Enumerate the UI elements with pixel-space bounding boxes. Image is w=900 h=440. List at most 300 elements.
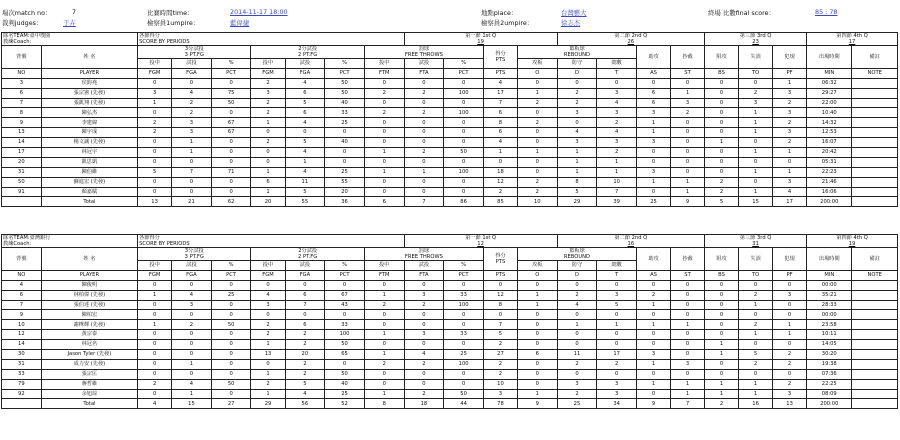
stat-cell: 0 xyxy=(517,379,557,389)
stat-cell: 2 xyxy=(597,148,637,158)
score-by-periods-cell xyxy=(138,235,404,248)
stat-cell: 40 xyxy=(325,98,365,108)
column-code: PLAYER xyxy=(41,68,137,78)
stat-cell: 1 xyxy=(637,128,671,138)
attempt-subheader: 試投 xyxy=(404,59,444,69)
reb-zh: 籃板球 xyxy=(569,248,585,254)
stat-cell: 0 xyxy=(364,138,404,148)
umpire1-value[interactable]: 藍偉捷 xyxy=(230,19,250,27)
stat-cell xyxy=(852,330,898,340)
stat-cell: 0 xyxy=(138,389,172,399)
stat-cell: 1 xyxy=(773,320,807,330)
stat-cell xyxy=(852,118,898,128)
tot-reb-subheader: 總數 xyxy=(597,59,637,69)
stat-cell: 0 xyxy=(444,128,484,138)
stat-cell: 3 xyxy=(404,330,444,340)
stat-cell: 0 xyxy=(705,300,739,310)
to-header: 失誤 xyxy=(739,46,773,69)
stat-cell: 71 xyxy=(211,167,251,177)
stat-cell: 40 xyxy=(325,138,365,148)
stat-cell xyxy=(852,157,898,167)
table-row xyxy=(2,118,898,128)
stat-cell: 0 xyxy=(444,187,484,197)
total-blank xyxy=(2,399,42,409)
name-header: 姓 名 xyxy=(41,248,137,271)
stat-cell: 0 xyxy=(597,330,637,340)
stat-cell: 1 xyxy=(671,379,705,389)
stat-cell: 1 xyxy=(773,78,807,88)
stat-cell: 3 xyxy=(671,98,705,108)
stat-cell: 0 xyxy=(404,320,444,330)
stat-cell: 6 xyxy=(483,128,517,138)
stat-cell: 0 xyxy=(444,98,484,108)
player-name: 陳宇成 xyxy=(41,128,137,138)
judges-label: 裁判judges： xyxy=(2,19,43,27)
player-name: 謝樺輝 (先發) xyxy=(41,320,137,330)
player-name: 黃宗泰 xyxy=(41,330,137,340)
stat-cell: 0 xyxy=(138,310,172,320)
stat-cell: 12 xyxy=(2,330,42,340)
stat-cell: 0 xyxy=(172,330,212,340)
stat-cell: 6 xyxy=(251,177,285,187)
stat-cell: 1 xyxy=(172,148,212,158)
stat-cell: 0 xyxy=(517,369,557,379)
stat-cell: 1 xyxy=(739,187,773,197)
stat-cell: 2 xyxy=(739,320,773,330)
judges-value[interactable]: 于卉 xyxy=(63,19,76,27)
table-row xyxy=(2,138,898,148)
stat-cell: 3 xyxy=(557,379,597,389)
stat-cell: 50 xyxy=(2,177,42,187)
stat-cell: 4 xyxy=(285,148,325,158)
stat-cell: 7 xyxy=(2,300,42,310)
stat-cell: 06:32 xyxy=(807,78,852,88)
total-cell: 4 xyxy=(138,399,172,409)
stat-cell: 35:21 xyxy=(807,290,852,300)
column-code: FGA xyxy=(172,68,212,78)
stat-cell: 4 xyxy=(597,128,637,138)
stat-cell: 0 xyxy=(739,78,773,88)
q3-label: 第三節 3rd Q xyxy=(739,33,772,39)
total-cell: 6 xyxy=(364,197,404,207)
stat-cell: 14:32 xyxy=(807,118,852,128)
stat-cell: 1 xyxy=(705,138,739,148)
stat-cell: 5 xyxy=(285,138,325,148)
pct-subheader: % xyxy=(325,261,365,271)
stat-cell: 1 xyxy=(637,177,671,187)
stat-cell: 1 xyxy=(671,320,705,330)
stat-cell: 0 xyxy=(705,280,739,290)
column-code: BS xyxy=(705,68,739,78)
stat-cell: 30 xyxy=(2,350,42,360)
column-code: D xyxy=(557,270,597,280)
stat-cell: 1 xyxy=(251,187,285,197)
stat-cell: 0 xyxy=(444,280,484,290)
stat-cell: 2 xyxy=(773,138,807,148)
stat-cell: 0 xyxy=(138,280,172,290)
column-code: NO xyxy=(2,68,42,78)
column-code: O xyxy=(517,68,557,78)
stat-cell: 1 xyxy=(671,177,705,187)
stat-cell: 6 xyxy=(637,88,671,98)
stat-cell: 1 xyxy=(671,187,705,197)
column-code: FGM xyxy=(251,270,285,280)
stat-cell: 12 xyxy=(483,177,517,187)
total-cell: 200:00 xyxy=(807,197,852,207)
stat-cell: 2 xyxy=(517,98,557,108)
pts-en: PTS xyxy=(495,258,506,265)
stat-cell: 0 xyxy=(211,148,251,158)
stat-cell: 1 xyxy=(557,320,597,330)
stat-cell: 5 xyxy=(739,350,773,360)
umpire1-label: 檢察員1umpire： xyxy=(147,19,200,27)
umpire2-value[interactable]: 徐志杰 xyxy=(561,19,581,27)
stat-cell: 0 xyxy=(517,330,557,340)
stat-cell: 1 xyxy=(517,88,557,98)
table-row xyxy=(2,280,898,290)
umpire2-label: 檢察員2umpire： xyxy=(481,19,534,27)
column-code: PCT xyxy=(444,68,484,78)
final-score-value[interactable]: 85 : 78 xyxy=(815,8,838,16)
stat-cell: 0 xyxy=(172,310,212,320)
stat-cell: 0 xyxy=(211,340,251,350)
stat-cell: 0 xyxy=(739,369,773,379)
column-code: D xyxy=(557,68,597,78)
stat-cell: 1 xyxy=(251,118,285,128)
made-subheader: 投中 xyxy=(138,261,172,271)
stat-cell: 2 xyxy=(404,148,444,158)
column-code: PCT xyxy=(211,270,251,280)
pct-subheader: % xyxy=(211,261,251,271)
stat-cell: 0 xyxy=(773,369,807,379)
stat-cell: 14 xyxy=(2,340,42,350)
def-reb-subheader: 防守 xyxy=(557,261,597,271)
stat-cell: 4 xyxy=(483,138,517,148)
stat-cell: 0 xyxy=(557,340,597,350)
stat-cell: 7 xyxy=(483,320,517,330)
stat-cell xyxy=(852,78,898,88)
stat-cell: 1 xyxy=(773,330,807,340)
stat-cell: 0 xyxy=(138,177,172,187)
stat-cell: 1 xyxy=(364,350,404,360)
stat-cell: 0 xyxy=(517,359,557,369)
total-cell: 5 xyxy=(705,197,739,207)
stat-cell: 8 xyxy=(483,118,517,128)
made-subheader: 投中 xyxy=(138,59,172,69)
stat-cell: 0 xyxy=(557,330,597,340)
stat-cell: 10 xyxy=(597,177,637,187)
stat-cell: 1 xyxy=(404,167,444,177)
stat-cell: 2 xyxy=(557,88,597,98)
column-code: TO xyxy=(739,68,773,78)
player-name: 張伯達 (先發) xyxy=(41,300,137,310)
stat-cell: 2 xyxy=(739,88,773,98)
stat-cell: 75 xyxy=(211,88,251,98)
total-cell: 56 xyxy=(285,399,325,409)
stat-cell: 1 xyxy=(251,167,285,177)
stat-cell: 1 xyxy=(597,167,637,177)
stat-cell: 3 xyxy=(597,389,637,399)
table-row xyxy=(2,88,898,98)
stat-cell: 13 xyxy=(251,350,285,360)
stat-cell: 100 xyxy=(444,359,484,369)
total-cell: 16 xyxy=(739,399,773,409)
stat-cell: 0 xyxy=(138,78,172,88)
total-cell: 62 xyxy=(211,197,251,207)
team-name-cell xyxy=(2,33,138,46)
player-name: 張宗憲 (先發) xyxy=(41,88,137,98)
stat-cell: 0 xyxy=(671,310,705,320)
stat-cell: 0 xyxy=(637,157,671,167)
stat-cell: 0 xyxy=(404,177,444,187)
stat-cell: 0 xyxy=(637,330,671,340)
stat-cell: 2 xyxy=(671,108,705,118)
stat-cell: 1 xyxy=(172,389,212,399)
def-reb-subheader: 防守 xyxy=(557,59,597,69)
total-cell xyxy=(852,197,898,207)
match-time-value[interactable]: 2014-11-17 18:00 xyxy=(230,8,288,16)
stat-cell: 0 xyxy=(739,157,773,167)
stat-cell: 1 xyxy=(172,359,212,369)
total-row xyxy=(2,197,898,207)
rebound-header xyxy=(517,46,636,59)
stat-cell: 0 xyxy=(364,379,404,389)
stat-cell: 2 xyxy=(364,359,404,369)
ft-en: FREE THROWS xyxy=(404,52,443,58)
pct-subheader: % xyxy=(444,59,484,69)
column-code: FTA xyxy=(404,68,444,78)
stats-table xyxy=(1,234,898,409)
stat-cell: 6 xyxy=(285,88,325,98)
stat-cell: 50 xyxy=(325,369,365,379)
three-zh: 3分試投 xyxy=(184,46,204,52)
player-name: 陳柏宏 xyxy=(41,310,137,320)
ft-en: FREE THROWS xyxy=(404,254,443,260)
stat-cell xyxy=(852,167,898,177)
column-code-row xyxy=(2,270,898,280)
match-no-value: 7 xyxy=(72,8,77,16)
table-row xyxy=(2,369,898,379)
stat-cell: 1 xyxy=(364,330,404,340)
stat-cell: 1 xyxy=(739,167,773,177)
stat-cell: 3 xyxy=(172,300,212,310)
stat-cell: 0 xyxy=(444,138,484,148)
stat-cell: 6 xyxy=(2,88,42,98)
two-en: 2 PT.FG xyxy=(298,52,318,58)
total-cell: 8 xyxy=(364,399,404,409)
column-code: AS xyxy=(637,68,671,78)
stat-cell: 4 xyxy=(251,290,285,300)
attempt-subheader: 試投 xyxy=(404,261,444,271)
stat-cell: 0 xyxy=(637,369,671,379)
stat-cell: 2 xyxy=(557,290,597,300)
stat-cell: 1 xyxy=(739,300,773,310)
stat-cell: 0 xyxy=(705,310,739,320)
stat-cell: 2 xyxy=(404,300,444,310)
table-row xyxy=(2,330,898,340)
stat-cell: 0 xyxy=(285,128,325,138)
stat-cell: 2 xyxy=(404,88,444,98)
stat-cell: 0 xyxy=(671,148,705,158)
stat-cell: 1 xyxy=(671,389,705,399)
stat-cell: 0 xyxy=(211,187,251,197)
stat-cell: 0 xyxy=(705,330,739,340)
stat-cell: 1 xyxy=(517,300,557,310)
q4-score-cell xyxy=(807,235,898,248)
total-cell: 52 xyxy=(325,399,365,409)
stat-cell: 1 xyxy=(557,157,597,167)
total-cell: 25 xyxy=(557,399,597,409)
stat-cell: 50 xyxy=(211,379,251,389)
stat-cell: 2 xyxy=(773,379,807,389)
stat-cell: 1 xyxy=(138,290,172,300)
stat-cell: 0 xyxy=(705,98,739,108)
stat-cell: 5 xyxy=(285,187,325,197)
attempt-subheader: 試投 xyxy=(172,59,212,69)
stat-cell: 0 xyxy=(773,280,807,290)
stat-cell: 1 xyxy=(364,167,404,177)
stat-cell: 3 xyxy=(773,88,807,98)
stat-cell: 0 xyxy=(325,148,365,158)
stat-cell: 0 xyxy=(138,369,172,379)
stat-cell: 0 xyxy=(404,187,444,197)
stat-cell: 0 xyxy=(671,167,705,177)
stat-cell: 0 xyxy=(637,187,671,197)
stat-cell: 2 xyxy=(773,350,807,360)
column-code: NO xyxy=(2,270,42,280)
player-name: 凱思凱 xyxy=(41,157,137,167)
stat-cell: 0 xyxy=(517,78,557,88)
stat-cell: 2 xyxy=(285,369,325,379)
st-header: 抄截 xyxy=(671,248,705,271)
stat-cell: 0 xyxy=(444,320,484,330)
stat-cell xyxy=(852,320,898,330)
stat-cell: 25 xyxy=(211,290,251,300)
column-code: FTM xyxy=(364,68,404,78)
stat-cell: 3 xyxy=(172,128,212,138)
stat-cell xyxy=(852,138,898,148)
team-name-cell xyxy=(2,235,138,248)
stat-cell: 1 xyxy=(705,389,739,399)
stat-cell: 0 xyxy=(444,78,484,88)
stat-cell: 0 xyxy=(325,310,365,320)
place-value[interactable]: 台灣藝大 xyxy=(561,9,587,17)
stat-cell: 1 xyxy=(773,148,807,158)
q2-score-cell xyxy=(557,235,704,248)
two-zh: 2分試投 xyxy=(298,248,318,254)
stat-cell: 12:53 xyxy=(807,128,852,138)
column-code-row xyxy=(2,68,898,78)
stat-cell: 0 xyxy=(251,280,285,290)
column-code: NOTE xyxy=(852,270,898,280)
stat-cell: 17 xyxy=(483,88,517,98)
stat-cell: 0 xyxy=(705,148,739,158)
stat-cell: 0 xyxy=(637,340,671,350)
attempt-subheader: 試投 xyxy=(172,261,212,271)
stat-cell: 1 xyxy=(364,389,404,399)
stat-cell: 0 xyxy=(172,78,212,88)
q1-label: 第一節 1st Q xyxy=(465,33,497,39)
stat-cell: 0 xyxy=(251,359,285,369)
stat-cell: 21:46 xyxy=(807,177,852,187)
bs-header: 阻攻 xyxy=(705,248,739,271)
stat-cell: 1 xyxy=(285,157,325,167)
off-reb-subheader: 攻板 xyxy=(517,59,557,69)
player-name: 成力安 (先發) xyxy=(41,359,137,369)
table-row xyxy=(2,290,898,300)
stat-cell: 2 xyxy=(404,389,444,399)
table-row xyxy=(2,167,898,177)
column-code: ST xyxy=(671,270,705,280)
column-code: O xyxy=(517,270,557,280)
stat-cell: 2 xyxy=(172,108,212,118)
stat-cell: 2 xyxy=(285,330,325,340)
stat-cell xyxy=(852,359,898,369)
stat-cell: 0 xyxy=(671,340,705,350)
stat-cell: 25 xyxy=(325,118,365,128)
as-header: 助攻 xyxy=(637,46,671,69)
stat-cell: 1 xyxy=(557,148,597,158)
stat-cell: 0 xyxy=(404,280,444,290)
stat-cell: 65 xyxy=(325,350,365,360)
stat-cell: 50 xyxy=(211,320,251,330)
stat-cell: 3 xyxy=(597,138,637,148)
stat-cell: 1 xyxy=(364,290,404,300)
stat-cell: 0 xyxy=(671,330,705,340)
q2-label: 第二節 2nd Q xyxy=(614,235,648,241)
two-pt-header xyxy=(251,248,364,261)
stat-cell: 0 xyxy=(364,78,404,88)
pts-en: PTS xyxy=(495,56,506,63)
rebound-header xyxy=(517,248,636,261)
stat-cell: 4 xyxy=(597,98,637,108)
stat-cell: 4 xyxy=(773,187,807,197)
stat-cell: 4 xyxy=(557,300,597,310)
made-subheader: 投中 xyxy=(251,261,285,271)
stat-cell: 2 xyxy=(739,290,773,300)
stat-cell: 17 xyxy=(597,350,637,360)
stat-cell: 100 xyxy=(444,300,484,310)
match-no-label: 場次match no： xyxy=(2,9,52,17)
total-cell: 13 xyxy=(138,197,172,207)
stat-cell: 1 xyxy=(251,389,285,399)
stat-cell: 6 xyxy=(285,108,325,118)
score-by-periods-cell xyxy=(138,33,404,46)
team-name: 隊名TEAM:臺中璞園 xyxy=(3,33,51,39)
stat-cell: 0 xyxy=(739,340,773,350)
stat-cell: 0 xyxy=(172,177,212,187)
stat-cell: 6 xyxy=(285,320,325,330)
made-subheader: 投中 xyxy=(364,261,404,271)
coach-label: 教練Coach: xyxy=(3,241,32,247)
made-subheader: 投中 xyxy=(251,59,285,69)
stat-cell: 2 xyxy=(172,320,212,330)
table-row xyxy=(2,359,898,369)
q1-score-cell xyxy=(404,33,557,46)
stat-cell: 20 xyxy=(285,350,325,360)
column-code: T xyxy=(597,270,637,280)
q3-score-cell xyxy=(705,235,807,248)
stat-cell: 8 xyxy=(483,300,517,310)
stat-cell: 0 xyxy=(705,359,739,369)
player-name: 侯鈞堯 xyxy=(41,78,137,88)
stat-cell: 0 xyxy=(211,310,251,320)
stat-cell: 0 xyxy=(637,389,671,399)
stat-cell: 2 xyxy=(597,118,637,128)
table-row xyxy=(2,300,898,310)
total-cell: 34 xyxy=(597,399,637,409)
stat-cell: 1 xyxy=(517,389,557,399)
